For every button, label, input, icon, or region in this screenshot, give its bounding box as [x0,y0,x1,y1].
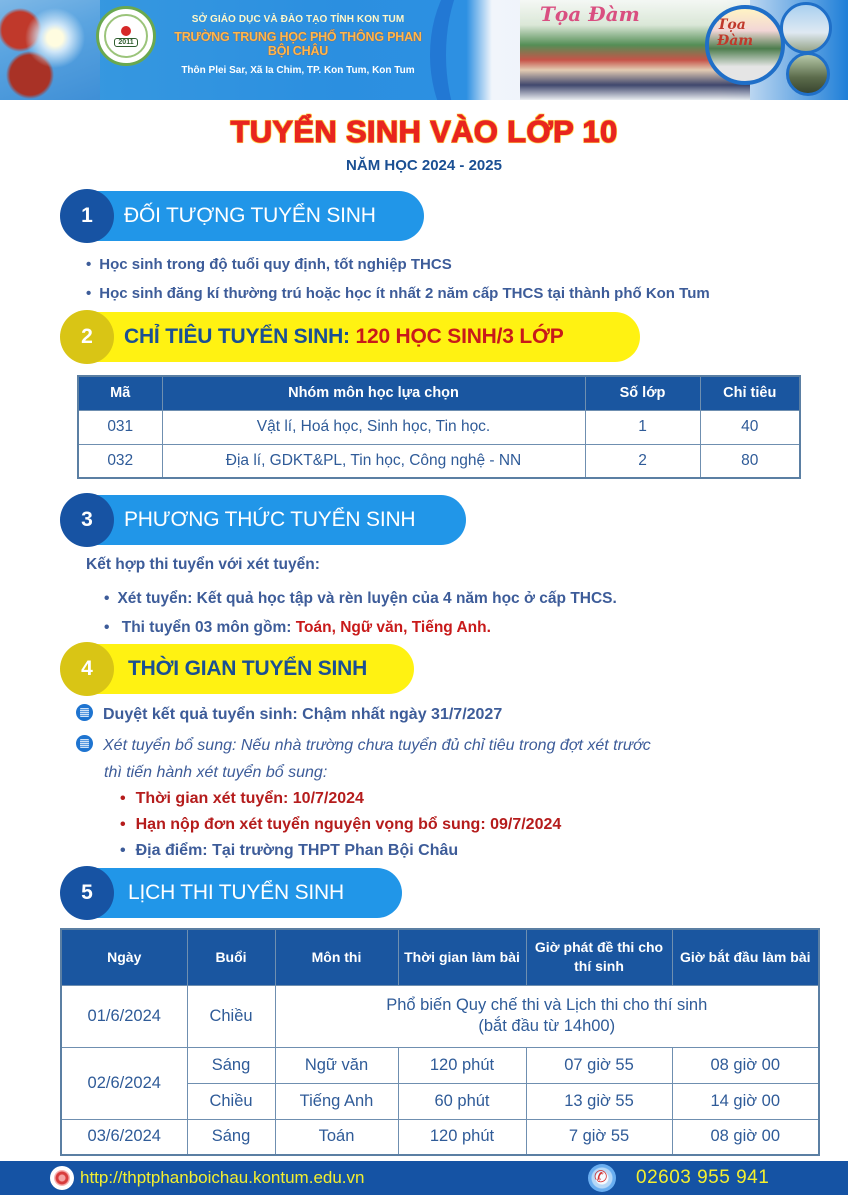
timeline-item-text: Xét tuyển bổ sung: Nếu nhà trường chưa tuyển đủ chỉ tiêu trong đợt xét trước [103,737,651,754]
section-4-header [62,644,414,694]
cell-handout-time: 13 giờ 55 [526,1083,672,1119]
cell-quota: 80 [700,444,800,478]
logo-emblem-icon [121,26,131,36]
cell-start-time: 14 giờ 00 [672,1083,819,1119]
globe-icon [50,1166,74,1190]
timeline-item [76,735,651,755]
cell-subject-group: Vật lí, Hoá học, Sinh học, Tin học. [162,410,585,444]
phone-number[interactable]: 02603 955 941 [636,1167,770,1188]
table-row [78,410,800,444]
col-header-date: Ngày [61,929,187,985]
cell-subject: Toán [275,1119,398,1155]
col-header-subject: Môn thi [275,929,398,985]
table-header-row [78,376,800,410]
cell-code: 031 [78,410,162,444]
website-link[interactable]: http://thptphanboichau.kontum.edu.vn [80,1168,365,1187]
cell-session: Chiều [187,1083,275,1119]
eligibility-bullet: • Học sinh trong độ tuổi quy định, tốt nghiệp THCS [86,256,452,273]
quota-table [77,375,801,479]
supplementary-bullet: • Địa điểm: Tại trường THPT Phan Bội Châu [120,842,458,860]
section-number: 4 [60,642,114,696]
cell-duration: 120 phút [398,1047,526,1083]
header-banner [0,0,848,100]
section-5-header [62,868,402,918]
quota-label: CHỈ TIÊU TUYỂN SINH: [124,325,350,348]
cell-start-time: 08 giờ 00 [672,1047,819,1083]
page-title: TUYỂN SINH VÀO LỚP 10 [230,114,618,149]
table-row [61,1119,819,1155]
flower-photo [0,0,100,100]
col-header-subject-group: Nhóm môn học lựa chọn [162,376,585,410]
section-heading: LỊCH THI TUYỂN SINH [128,881,344,904]
timeline-item-continued: thì tiến hành xét tuyển bổ sung: [104,764,328,781]
briefing-note-line: (bắt đầu từ 14h00) [478,1017,616,1035]
cell-subject: Tiếng Anh [275,1083,398,1119]
flag-photo-circle [780,2,832,54]
briefing-note-line: Phổ biến Quy chế thi và Lịch thi cho thí sinh [386,996,708,1014]
supplementary-bullet: • Hạn nộp đơn xét tuyển nguyện vọng bổ sung: 09/7/2024 [120,816,561,834]
logo-year: 2011 [114,38,137,47]
section-number: 3 [60,493,114,547]
section-3-header [62,495,466,545]
timeline-item-text: Duyệt kết quả tuyển sinh: Chậm nhất ngày 31/7/2027 [103,706,503,723]
section-2-header [62,312,640,362]
cell-duration: 120 phút [398,1119,526,1155]
table-row [61,1047,819,1083]
photo-caption: Tọa Đàm [540,2,640,26]
calendar-icon [76,735,93,752]
table-header-row [61,929,819,985]
cell-handout-time: 07 giờ 55 [526,1047,672,1083]
calendar-icon [76,704,93,721]
col-header-class-count: Số lớp [585,376,700,410]
section-heading: PHƯƠNG THỨC TUYỂN SINH [124,508,416,531]
section-heading: THỜI GIAN TUYỂN SINH [128,657,368,680]
field-photo-circle [786,52,830,96]
cell-date: 03/6/2024 [61,1119,187,1155]
admission-method-intro: Kết hợp thi tuyển với xét tuyển: [86,556,320,573]
event-photo-caption: Tọa Đàm [717,17,754,49]
event-photo-circle [705,5,785,85]
cell-subject-group: Địa lí, GDKT&PL, Tin học, Công nghệ - NN [162,444,585,478]
section-heading [124,325,564,349]
cell-handout-time: 7 giờ 55 [526,1119,672,1155]
phone-icon [588,1164,616,1192]
cell-class-count: 1 [585,410,700,444]
col-header-session: Buổi [187,929,275,985]
table-row [61,985,819,1047]
admission-method-bullet: • Xét tuyển: Kết quả học tập và rèn luyện của 4 năm học ở cấp THCS. [104,590,617,608]
section-1-header [62,191,424,241]
section-heading: ĐỐI TƯỢNG TUYỂN SINH [124,204,376,227]
section-number: 5 [60,866,114,920]
supplementary-bullet: • Thời gian xét tuyển: 10/7/2024 [120,790,364,808]
col-header-code: Mã [78,376,162,410]
exam-schedule-table [60,928,820,1156]
cell-subject: Ngữ văn [275,1047,398,1083]
exam-subjects-label: Thi tuyển 03 môn gồm: [121,619,296,636]
school-name: TRƯỜNG TRUNG HỌC PHỔ THÔNG PHAN BỘI CHÂU [174,30,422,58]
cell-code: 032 [78,444,162,478]
cell-briefing-note [275,985,819,1047]
col-header-start-time: Giờ bắt đầu làm bài [672,929,819,985]
section-number: 1 [60,189,114,243]
cell-session: Sáng [187,1119,275,1155]
quota-value: 120 HỌC SINH/3 LỚP [355,325,564,348]
school-logo [96,6,156,66]
admission-method-bullet [104,619,491,637]
footer-bar [0,1161,848,1195]
eligibility-bullet: • Học sinh đăng kí thường trú hoặc học ít nhất 2 năm cấp THCS tại thành phố Kon Tum [86,285,710,302]
timeline-item [76,704,502,724]
cell-date: 01/6/2024 [61,985,187,1047]
banner-text [168,14,428,76]
col-header-quota: Chỉ tiêu [700,376,800,410]
cell-class-count: 2 [585,444,700,478]
exam-subjects: Toán, Ngữ văn, Tiếng Anh. [295,619,491,636]
cell-start-time: 08 giờ 00 [672,1119,819,1155]
cell-date: 02/6/2024 [61,1047,187,1119]
cell-session: Sáng [187,1047,275,1083]
department-name: SỞ GIÁO DỤC VÀ ĐÀO TẠO TỈNH KON TUM [191,14,405,25]
cell-quota: 40 [700,410,800,444]
section-number: 2 [60,310,114,364]
page-subtitle: NĂM HỌC 2024 - 2025 [346,157,502,174]
col-header-duration: Thời gian làm bài [398,929,526,985]
cell-duration: 60 phút [398,1083,526,1119]
school-address: Thôn Plei Sar, Xã Ia Chim, TP. Kon Tum, Kon Tum [181,65,415,76]
col-header-handout-time: Giờ phát đề thi cho thí sinh [526,929,672,985]
cell-session: Chiều [187,985,275,1047]
table-row [78,444,800,478]
